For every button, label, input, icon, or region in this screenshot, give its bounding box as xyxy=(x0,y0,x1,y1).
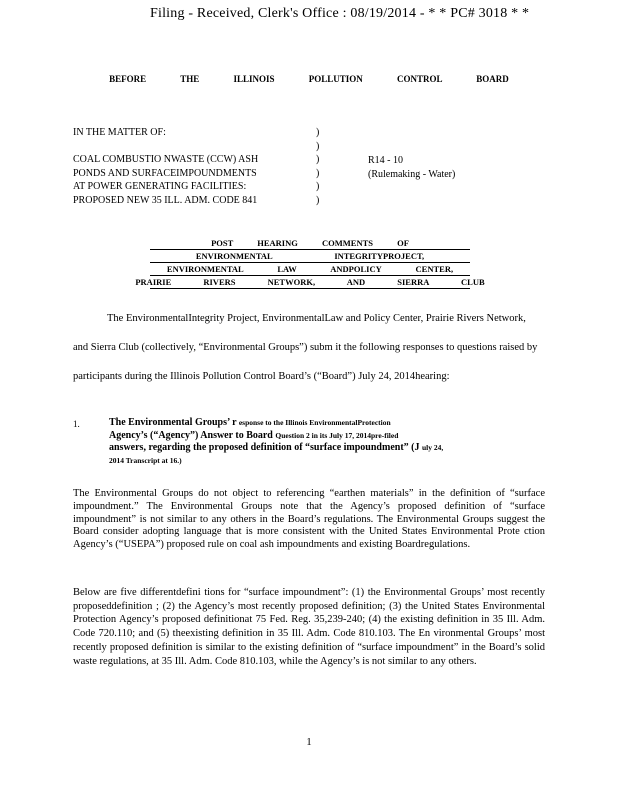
paren: ) xyxy=(316,194,320,206)
board-title: BEFORE THE ILLINOIS POLLUTION CONTROL BOARD xyxy=(109,74,509,84)
case-caption xyxy=(73,126,258,208)
document-title xyxy=(135,237,485,289)
caption-line: PROPOSED NEW 35 ILL. ADM. CODE 841 xyxy=(73,194,258,206)
intro-text: The EnvironmentalIntegrity Project, EnvironmentalLaw and Policy Center, Prairie Rivers Network, and Sierra Club (collectively, “Environmental Groups”) subm it the following responses to questions raised by participants during the Illinois Pollution Control Board’s (“Board”) July 24, 2014hearing: xyxy=(73,313,538,382)
caption-line: AT POWER GENERATING FACILITIES: xyxy=(73,181,247,193)
heading-part: 2014 Transcript at 16.) xyxy=(109,455,182,465)
paren: ) xyxy=(316,140,320,152)
body-paragraph-2: Below are five differentdefini tions for “surface impoundment”: (1) the Environmental Groups’ most recently proposeddefinition ; (2) the Agency’s most recently proposed definition; (3) the United States Environmental Protection Agency’s proposed definitionat 75 Fed. Reg. 35,239-240; (4) the existing definition in 35 Ill. Adm. Code 720.110; and (5) theexisting definition in 35 Ill. Adm. Code 810.103. The En vironmental Groups’ most recently proposed definition is similar to the existing definition of “surface impoundment” in the Board’s solid waste regulations, at 35 Ill. Adm. Code 810.103, while the Agency’s is not similar to any others. xyxy=(73,587,545,667)
caption-line: IN THE MATTER OF: xyxy=(73,127,166,138)
heading-part: Agency’s (“Agency”) Answer to Board xyxy=(109,429,273,441)
caption-line: PONDS AND SURFACEIMPOUNDMENTS xyxy=(73,167,257,179)
paren: ) xyxy=(316,154,320,166)
intro-paragraph xyxy=(73,304,543,391)
docket-block xyxy=(368,154,455,181)
title-line-3: ENVIRONMENTAL LAW ANDPOLICY CENTER, xyxy=(150,263,470,276)
heading-part: uly 24, xyxy=(421,443,444,452)
caption-line xyxy=(73,140,258,154)
heading-part: Question 2 in its July 17, 2014pre-filed xyxy=(275,430,399,440)
question-number: 1. xyxy=(73,419,80,429)
heading-part: answers, regarding the proposed definition of “surface impoundment” (J xyxy=(109,442,420,453)
paren: ) xyxy=(316,127,320,138)
docket-number: R14 - 10 xyxy=(368,155,403,166)
title-line-1: POST HEARING COMMENTS OF xyxy=(150,237,470,250)
heading-part: The Environmental Groups’ r xyxy=(109,417,237,428)
title-line-4: PRAIRIE RIVERS NETWORK, AND SIERRA CLUB xyxy=(135,277,485,287)
page-number: 1 xyxy=(306,736,312,748)
body-paragraph-1: The Environmental Groups do not object to referencing “earthen materials” in the definition of “surface impoundment.” The Environmental Groups note that the Agency’s proposed definition of “surface impoundment” is not similar to any others in the Board’s regulations. The Environmental Groups suggest the Board consider adopting language that is more consistent with the United States Environmental Prote ction Agency’s (“USEPA”) proposed rule on coal ash impoundments and existing Boardregulations. xyxy=(73,488,545,551)
heading-part: esponse to the Illinois EnvironmentalProtection xyxy=(238,418,391,427)
caption-parens xyxy=(316,126,319,208)
docket-type: (Rulemaking - Water) xyxy=(368,168,456,180)
paren: ) xyxy=(316,167,320,179)
title-line-2: ENVIRONMENTAL INTEGRITYPROJECT, xyxy=(150,250,470,263)
caption-line: COAL COMBUSTIO NWASTE (CCW) ASH xyxy=(73,154,259,166)
question-heading xyxy=(109,417,529,467)
paren: ) xyxy=(316,181,320,193)
filing-stamp: Filing - Received, Clerk's Office : 08/19/2014 - * * PC# 3018 * * xyxy=(150,6,530,21)
